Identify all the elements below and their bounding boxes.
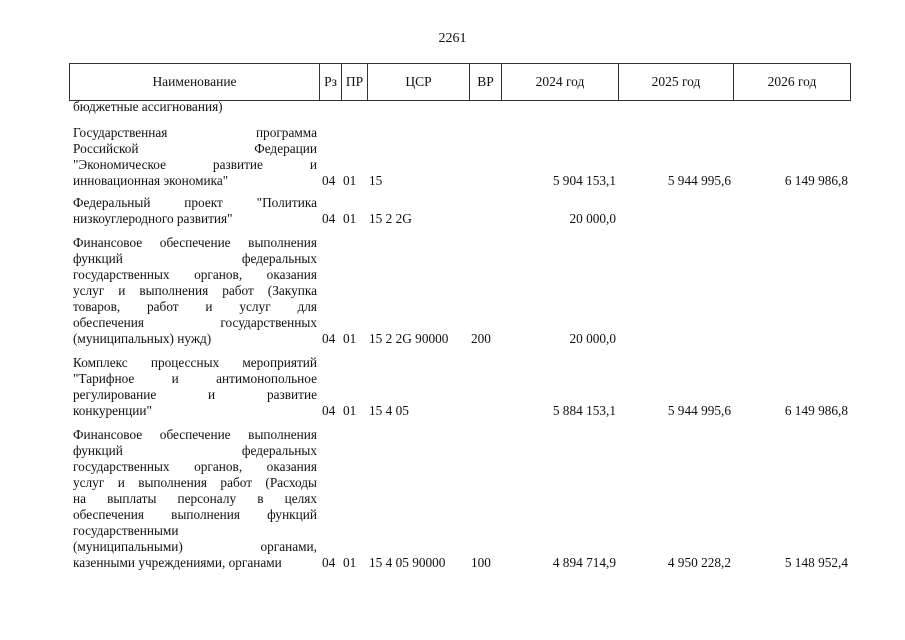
row-2024: 4 894 714,9 [552,555,616,570]
row-2026: 6 149 986,8 [784,403,848,418]
row-name-line: обеспечения государственных [73,315,317,330]
row-name [69,427,319,571]
header-2025: 2025 год [619,64,734,101]
row-name-line: инновационная экономика" [73,173,229,188]
row-name-line: Федеральный проект "Политика [73,195,317,210]
row-vr [469,125,501,189]
header-csr: ЦСР [368,64,470,101]
row-2026 [733,235,850,347]
row-name [69,195,319,227]
table-header [69,63,851,101]
header-2026: 2026 год [734,64,851,101]
row-pr [341,99,367,115]
row-rz: 04 [322,403,336,418]
row-name-line: казенными учреждениями, органами [73,555,282,570]
row-rz [319,99,341,115]
row-spacer [69,347,850,355]
row-pr: 01 [343,331,357,346]
row-vr: 200 [471,331,491,346]
row-csr: 15 2 2G 90000 [369,331,449,346]
row-name-line: товаров, работ и услуг для [73,299,317,314]
row-2025 [618,235,733,347]
row-name-line: Комплекс процессных мероприятий [73,355,317,370]
row-pr: 01 [343,403,357,418]
row-2025: 4 950 228,2 [667,555,731,570]
table-row [69,355,850,419]
header-vr: ВР [470,64,502,101]
row-2026: 5 148 952,4 [784,555,848,570]
header-2024: 2024 год [502,64,619,101]
row-pr: 01 [343,211,357,226]
row-2025 [618,99,733,115]
row-name-line: (муниципальными) органами, [73,539,317,554]
row-name-line: "Тарифное и антимонопольное [73,371,317,386]
row-spacer [69,419,850,427]
row-rz: 04 [322,173,336,188]
row-name-line: Российской Федерации [73,141,317,156]
row-spacer [69,115,850,125]
row-name [69,235,319,347]
row-name-line: государственных органов, оказания [73,267,317,282]
row-rz: 04 [322,331,336,346]
row-name-line: (муниципальных) нужд) [73,331,212,346]
row-vr [469,195,501,227]
row-name-line: Финансовое обеспечение выполнения [73,235,317,250]
row-name [69,99,319,115]
row-2024: 5 904 153,1 [552,173,616,188]
row-2025: 5 944 995,6 [667,403,731,418]
row-2024: 5 884 153,1 [552,403,616,418]
row-name-line: конкуренции" [73,403,152,418]
row-name-line: услуг и выполнения работ (Расходы [73,475,317,490]
row-name-line: государственных органов, оказания [73,459,317,474]
row-csr: 15 4 05 [369,403,409,418]
row-2024 [501,99,618,115]
header-name: Наименование [70,64,320,101]
table-row [69,125,850,189]
row-name [69,125,319,189]
row-name-line: "Экономическое развитие и [73,157,317,172]
table-row [69,99,850,115]
row-vr [469,99,501,115]
row-name-line: Государственная программа [73,125,317,140]
row-name-line: функций федеральных [73,251,317,266]
table-row [69,427,850,571]
row-name [69,355,319,419]
row-name-line: бюджетные ассигнования) [73,99,223,114]
row-rz: 04 [322,555,336,570]
row-csr [367,99,469,115]
row-name-line: услуг и выполнения работ (Закупка [73,283,317,298]
row-name-line: Финансовое обеспечение выполнения [73,427,317,442]
header-rz: Рз [320,64,342,101]
row-vr: 100 [471,555,491,570]
row-2025 [618,195,733,227]
row-2026: 6 149 986,8 [784,173,848,188]
row-spacer [69,227,850,235]
row-csr: 15 2 2G [369,211,412,226]
row-csr: 15 4 05 90000 [369,555,446,570]
row-vr [469,355,501,419]
row-2025: 5 944 995,6 [667,173,731,188]
table-row [69,235,850,347]
row-name-line: государственными [73,523,179,538]
row-name-line: низкоуглеродного развития" [73,211,233,226]
row-pr: 01 [343,173,357,188]
budget-table [69,99,850,571]
row-csr: 15 [369,173,383,188]
row-name-line: регулирование и развитие [73,387,317,402]
table-row [69,195,850,227]
row-rz: 04 [322,211,336,226]
row-name-line: на выплаты персоналу в целях [73,491,317,506]
row-name-line: функций федеральных [73,443,317,458]
page-number: 2261 [438,31,467,46]
header-pr: ПР [342,64,368,101]
row-pr: 01 [343,555,357,570]
row-2026 [733,195,850,227]
row-2024: 20 000,0 [569,331,616,346]
row-name-line: обеспечения выполнения функций [73,507,317,522]
row-2024: 20 000,0 [569,211,616,226]
row-2026 [733,99,850,115]
